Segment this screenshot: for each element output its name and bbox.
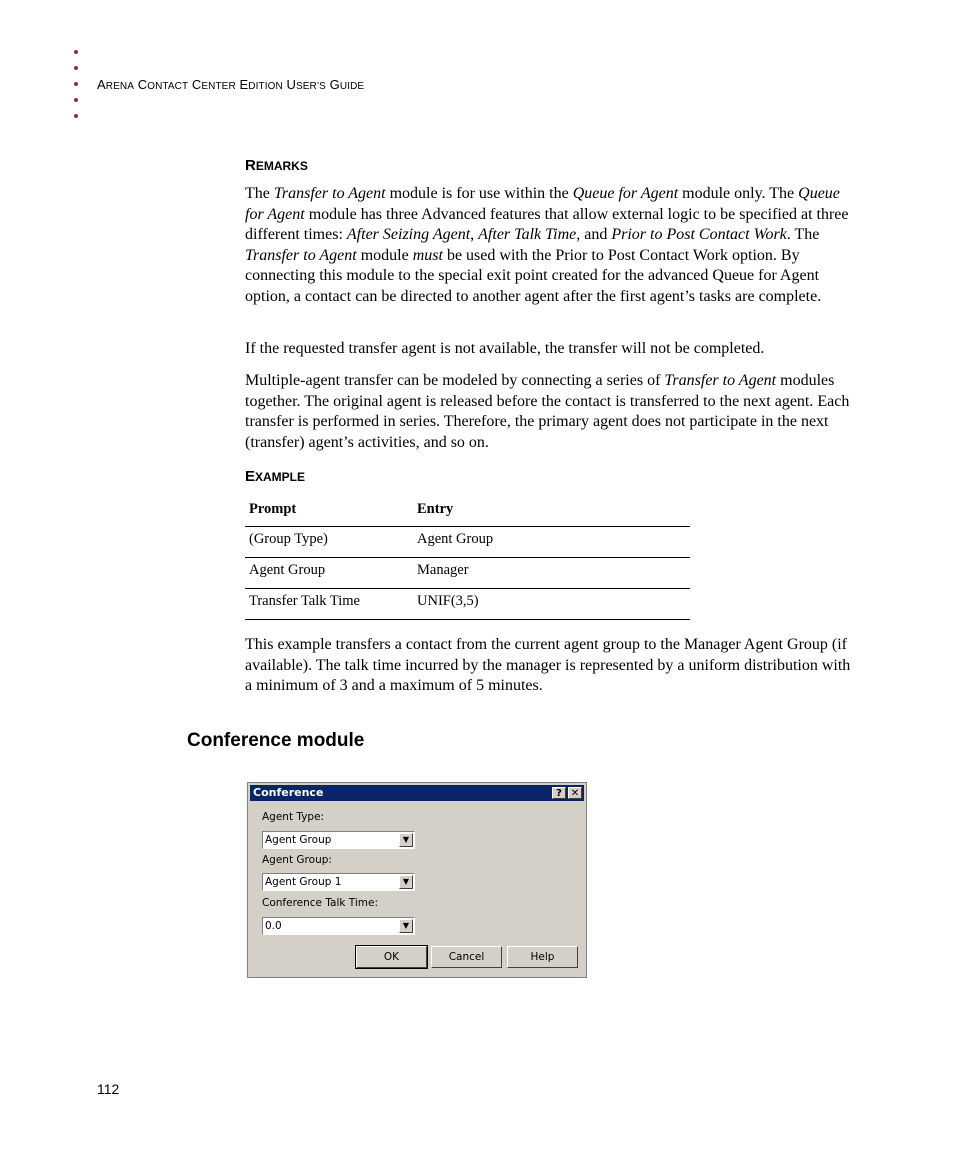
ok-button[interactable]: OK (356, 946, 427, 968)
remarks-paragraph-2: If the requested transfer agent is not available, the transfer will not be completed. (245, 340, 765, 357)
column-header-prompt: Prompt (245, 497, 413, 527)
talk-time-value: 0.0 (265, 920, 282, 932)
close-icon[interactable]: ✕ (568, 787, 582, 799)
agent-group-value: Agent Group 1 (265, 876, 342, 888)
example-description: This example transfers a contact from the current agent group to the Manager Agent Group (if available). The talk time incurred by the manager is represented by a uniform distribution with a minimum of 3 and a maximum of 5 minutes. (245, 636, 851, 695)
dialog-titlebar (250, 785, 584, 801)
margin-dot (74, 114, 78, 118)
column-header-entry: Entry (413, 497, 690, 527)
remarks-paragraph-3: Multiple-agent transfer can be modeled by connecting a series of Transfer to Agent modules together. The original agent is released before the contact is transferred to the next agent. Each transfer is performed in series. Therefore, the primary agent does not participate in the next (transfer) agent’s activities, and so on. (245, 372, 850, 451)
agent-type-value: Agent Group (265, 834, 332, 846)
cancel-button[interactable]: Cancel (431, 946, 502, 968)
table-row (245, 527, 690, 558)
margin-dot (74, 66, 78, 70)
example-heading: EXAMPLE (245, 468, 306, 485)
talk-time-label: Conference Talk Time: (262, 897, 379, 909)
chevron-down-icon[interactable]: ▼ (399, 875, 413, 889)
section-heading: Conference module (187, 730, 365, 751)
table-row (245, 558, 690, 589)
table-cell: Manager (413, 558, 690, 589)
dialog-title: Conference (253, 786, 324, 799)
talk-time-combo[interactable] (262, 917, 415, 935)
agent-type-select[interactable] (262, 831, 415, 849)
agent-group-select[interactable] (262, 873, 415, 891)
chevron-down-icon[interactable]: ▼ (399, 919, 413, 933)
agent-group-label: Agent Group: (262, 854, 332, 866)
table-cell: Agent Group (413, 527, 690, 558)
agent-type-label: Agent Type: (262, 811, 325, 823)
conference-dialog (247, 782, 587, 978)
table-cell: Transfer Talk Time (245, 589, 413, 620)
table-cell: UNIF(3,5) (413, 589, 690, 620)
margin-dot (74, 98, 78, 102)
remarks-heading: REMARKS (245, 157, 308, 174)
example-table (245, 497, 690, 620)
remarks-paragraph-1: The Transfer to Agent module is for use within the Queue for Agent module only. The Queue for Agent module has three Advanced features that allow external logic to be specified at three different times: After Seizing Agent, After Talk Time, and Prior to Post Contact Work. The Transfer to Agent module must be used with the Prior to Post Contact Work option. By connecting this module to the special exit point created for the advanced Queue for Agent option, a contact can be directed to another agent after the first agent’s tasks are complete. (245, 185, 849, 305)
table-cell: (Group Type) (245, 527, 413, 558)
page-number: 112 (97, 1081, 120, 1097)
help-button[interactable]: Help (507, 946, 578, 968)
table-row (245, 589, 690, 620)
margin-dot (74, 82, 78, 86)
running-head: ARENA CONTACT CENTER EDITION USER’S GUIDE (97, 77, 365, 92)
table-header-row (245, 497, 690, 527)
help-icon[interactable]: ? (552, 787, 566, 799)
table-cell: Agent Group (245, 558, 413, 589)
margin-dot (74, 50, 78, 54)
chevron-down-icon[interactable]: ▼ (399, 833, 413, 847)
